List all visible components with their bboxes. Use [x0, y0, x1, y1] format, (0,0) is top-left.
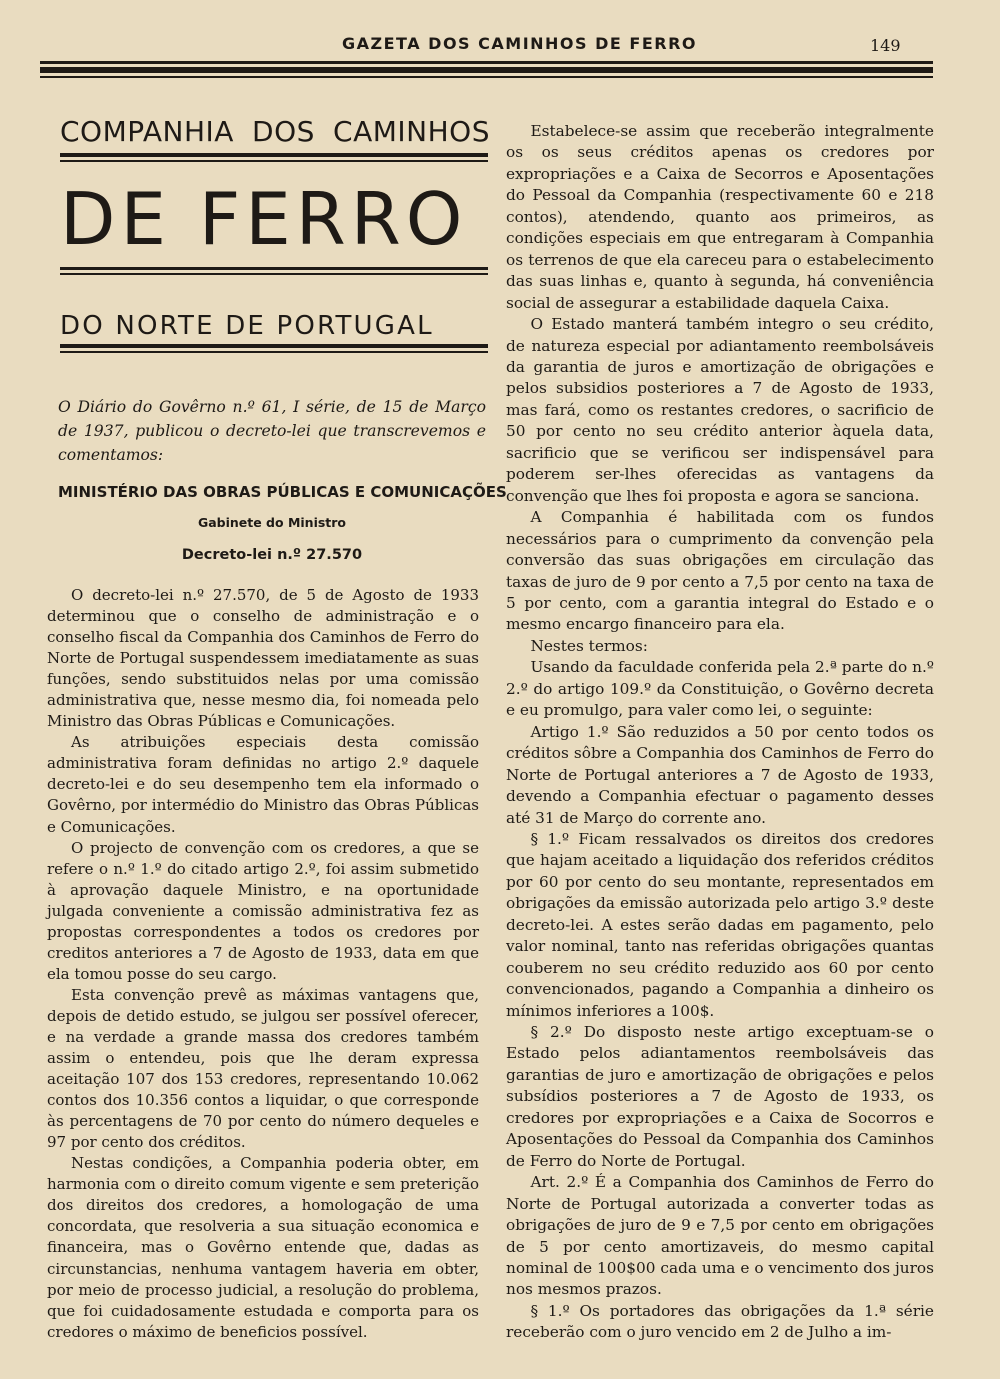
- header-rule-thick: [40, 67, 933, 73]
- running-head: [0, 34, 1000, 54]
- masthead-rule: [60, 273, 488, 275]
- page-number: 149: [870, 36, 901, 55]
- body-paragraph: Usando da faculdade conferida pela 2.ª parte do n.º 2.º do artigo 109.º da Constituição, o Govêrno decreta e eu promulgo, para valer como lei, o seguinte:: [506, 658, 934, 720]
- right-column-body: [506, 121, 934, 1344]
- body-paragraph: O Estado manterá também integro o seu crédito, de natureza especial por adiantamento reembolsáveis da garantia de juros e amortização de obrigações e pelos subsidios posteriores a 7 de Agosto de 1933, mas fará, como os restantes credores, o sacrificio de 50 por cento no seu crédito anterior àquela data, sacrificio que se verificou ser indispensável para poderem ser-lhes oferecidas as vantagens da convenção que lhes foi proposta e agora se sanciona.: [506, 315, 934, 505]
- left-column-body: [47, 585, 479, 1343]
- body-paragraph: Nestas condições, a Companhia poderia obter, em harmonia com o direito comum vigente e sem preterição dos direitos dos credores, a homologação de uma concordata, que resolveria a sua situação economica e financeira, mas o Govêrno entende que, dadas as circunstancias, nenhuma vantagem haveria em obter, por meio de processo judicial, a resolução do problema, que foi cuidadosamente estudada e comporta para os credores o máximo de beneficios possível.: [47, 1154, 479, 1341]
- masthead-rule: [60, 344, 488, 348]
- masthead-rule: [60, 153, 488, 157]
- masthead-word: COMPANHIA: [60, 115, 234, 148]
- body-paragraph: Esta convenção prevê as máximas vantagens que, depois de detido estudo, se julgou ser possível oferecer, e na verdade a grande massa dos credores também assim o entendeu, pois que lhe deram expressa aceitação 107 dos 153 credores, representando 10.062 contos dos 10.356 contos a liquidar, o que corresponde às percentagens de 70 por cento do número dequeles e 97 por cento dos créditos.: [47, 985, 479, 1152]
- body-paragraph: Estabelece-se assim que receberão integralmente os os seus créditos apenas os credores por expropriações e a Caixa de Secorros e Aposentações do Pessoal da Companhia (respectivamente 60 e 218 contos), atendendo, quanto aos primeiros, as condições especiais em que entregaram à Companhia os terrenos de que ela careceu para o estabelecimento das suas linhas e, quanto à segunda, há conveniência social de assegurar a estabilidade daquela Caixa.: [506, 122, 934, 312]
- body-paragraph: Nestes termos:: [530, 636, 648, 655]
- body-paragraph: § 1.º Ficam ressalvados os direitos dos credores que hajam aceitado a liquidação dos referidos créditos por 60 por cento do seu montante, representados em obrigações da emissão autorizada pelo artigo 3.º deste decreto-lei. A estes serão dadas em pagamento, pelo valor nominal, tanto nas referidas obrigações quantas couberem no seu crédito reduzido aos 60 por cento convencionados, pagando a Companhia a dinheiro os mínimos inferiores a 100$.: [506, 829, 934, 1020]
- body-paragraph: O decreto-lei n.º 27.570, de 5 de Agosto de 1933 determinou que o conselho de administração e o conselho fiscal da Companhia dos Caminhos de Ferro do Norte de Portugal suspendessem imediatamente as suas funções, sendo substituidos nelas por uma comissão administrativa que, nesse mesmo dia, foi nomeada pelo Ministro das Obras Públicas e Comunicações.: [47, 586, 479, 731]
- header-rule-thin: [40, 61, 933, 64]
- masthead-line-3: DO NORTE DE PORTUGAL: [60, 311, 434, 341]
- cabinet-heading: Gabinete do Ministro: [197, 515, 347, 530]
- header-rule-bottom: [40, 76, 933, 78]
- intro-paragraph: O Diário do Govêrno n.º 61, I série, de 15 de Março de 1937, publicou o decreto-lei que transcrevemos e comentamos:: [58, 398, 486, 464]
- masthead-line-1: [60, 115, 490, 148]
- masthead-rule: [60, 160, 488, 162]
- journal-title: GAZETA DOS CAMINHOS DE FERRO: [342, 34, 698, 53]
- body-paragraph: Art. 2.º É a Companhia dos Caminhos de Ferro do Norte de Portugal autorizada a converter todas as obrigações de juro de 9 e 7,5 por cento em obrigações de 5 por cento amortizaveis, do mesmo capital nominal de 100$00 cada uma e o vencimento dos juros nos mesmos prazos.: [506, 1173, 934, 1299]
- body-paragraph: As atribuições especiais desta comissão administrativa foram definidas no artigo 2.º daquele decreto-lei e do seu desempenho tem ela informado o Govêrno, por intermédio do Ministro das Obras Públicas e Comunicações.: [47, 733, 479, 836]
- body-paragraph: § 1.º Os portadores das obrigações da 1.ª série receberão com o juro vencido em 2 de Julho a im-: [506, 1301, 934, 1342]
- masthead-word: DOS: [252, 115, 315, 148]
- body-paragraph: Artigo 1.º São reduzidos a 50 por cento todos os créditos sôbre a Companhia dos Caminhos de Ferro do Norte de Portugal anteriores a 7 de Agosto de 1933, devendo a Companhia efectuar o pagamento desses até 31 de Março do corrente ano.: [506, 722, 934, 827]
- masthead-word: CAMINHOS: [333, 115, 490, 148]
- body-paragraph: A Companhia é habilitada com os fundos necessários para o cumprimento da convenção pela conversão das suas obrigações em circulação das taxas de juro de 9 por cento a 7,5 por cento na taxa de 5 por cento, com a garantia integral do Estado e o mesmo encargo financeiro para ela.: [506, 508, 934, 634]
- ministry-heading: MINISTÉRIO DAS OBRAS PÚBLICAS E COMUNICAÇÕES: [58, 483, 507, 501]
- masthead-line-2: DE FERRO: [60, 177, 468, 261]
- decree-heading: Decreto-lei n.º 27.570: [181, 547, 363, 563]
- masthead-rule: [60, 267, 488, 270]
- masthead-rule: [60, 351, 488, 353]
- body-paragraph: O projecto de convenção com os credores, a que se refere o n.º 1.º do citado artigo 2.º, foi assim submetido à aprovação daquele Ministro, e na oportunidade julgada conveniente a comissão administrativa fez as propostas correspondentes a todos os credores por creditos anteriores a 7 de Agosto de 1933, data em que ela tomou posse do seu cargo.: [47, 838, 479, 983]
- body-paragraph: § 2.º Do disposto neste artigo exceptuam-se o Estado pelos adiantamentos reembolsáveis das garantias de juro e amortização de obrigações e pelos subsídios posteriores a 7 de Agosto de 1933, os credores por expropriações e a Caixa de Socorros e Aposentações do Pessoal da Companhia dos Caminhos de Ferro do Norte de Portugal.: [506, 1023, 934, 1170]
